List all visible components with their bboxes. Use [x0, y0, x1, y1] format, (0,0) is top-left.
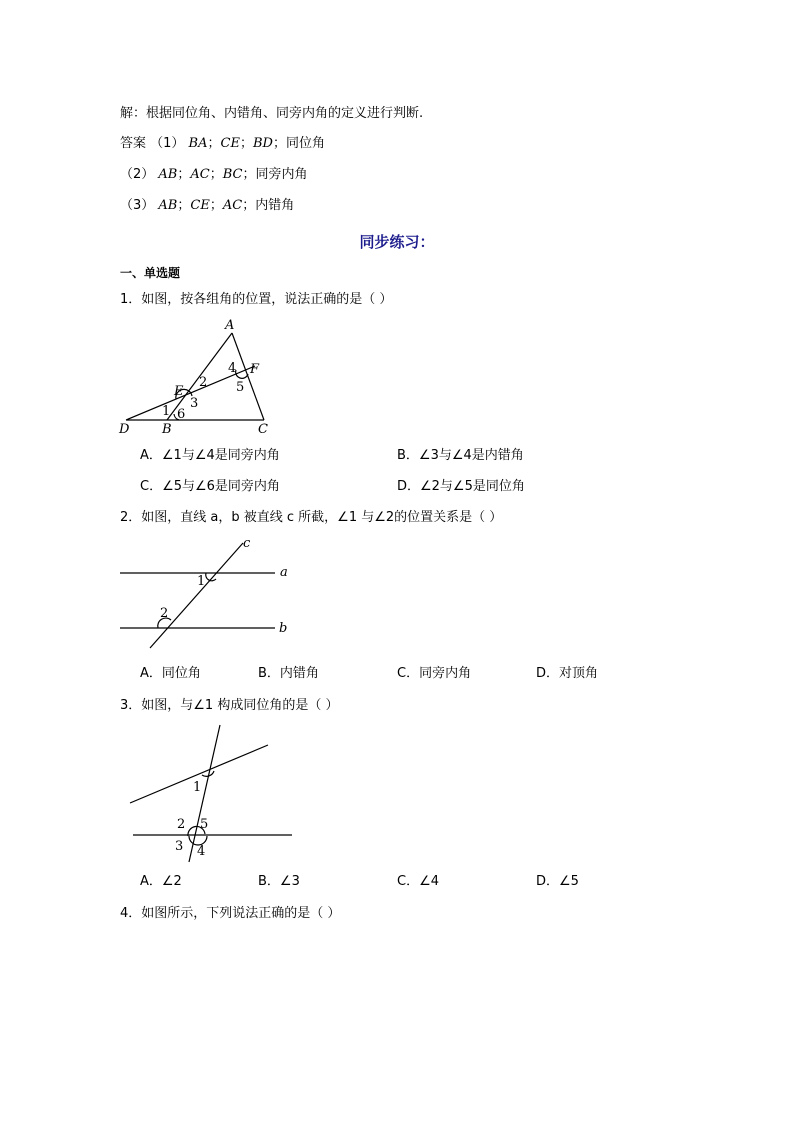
answer-2-seg-c: BC [222, 167, 243, 182]
answer-1-seg-b: CE [220, 136, 240, 151]
label-c: C [258, 422, 268, 437]
answer-1-seg-c: BD [252, 136, 273, 151]
separator: ； [242, 167, 256, 182]
q3-option-d: D．∠5 [536, 874, 579, 889]
label-d: D [119, 422, 130, 437]
answer-2 [120, 165, 308, 185]
separator: ； [239, 136, 253, 151]
answer-1-type: 同位角 [285, 136, 325, 151]
exercise-title: 同步练习： [359, 233, 435, 251]
separator: ； [177, 167, 191, 182]
label-a: A [225, 318, 235, 333]
answer-3-seg-a: AB [158, 198, 178, 213]
angle-label-3: 3 [175, 839, 184, 854]
label-b: B [162, 422, 172, 437]
angle-label-2: 2 [160, 606, 169, 621]
answer-3-type: 内错角 [255, 198, 295, 213]
q4-stem: 4．如图所示，下列说法正确的是（ ） [120, 906, 341, 921]
q1-option-d: D．∠2与∠5是同位角 [397, 479, 525, 494]
q1-stem: 1．如图，按各组角的位置，说法正确的是（ ） [120, 292, 393, 307]
separator: ； [207, 136, 221, 151]
q2-figure [115, 535, 295, 650]
line-c [150, 543, 243, 648]
q1-option-b: B．∠3与∠4是内错角 [397, 448, 524, 463]
q2-option-c: C．同旁内角 [397, 666, 472, 681]
q3-figure [125, 720, 300, 865]
answer-1-seg-a: BA [188, 136, 208, 151]
angle-label-1: 1 [162, 404, 171, 419]
section-heading: 一、单选题 [120, 266, 181, 280]
angle-label-4: 4 [197, 844, 206, 859]
label-e: E [174, 384, 184, 399]
answer-3-prefix: （3） [120, 198, 155, 213]
q3-option-b: B．∠3 [258, 874, 300, 889]
angle-label-4: 4 [228, 361, 237, 376]
answer-1 [120, 134, 325, 154]
answer-2-prefix: （2） [120, 167, 155, 182]
separator: ； [272, 136, 286, 151]
answer-3-seg-c: AC [222, 198, 243, 213]
solution-line: 解：根据同位角、内错角、同旁内角的定义进行判断. [120, 106, 424, 121]
q2-stem: 2．如图，直线 a，b 被直线 c 所截，∠1 与∠2的位置关系是（ ） [120, 510, 503, 525]
angle-label-1: 1 [193, 780, 202, 795]
angle-label-2: 2 [177, 817, 186, 832]
q1-figure [110, 314, 280, 439]
angle-label-5: 5 [200, 817, 209, 832]
answer-3-seg-b: CE [190, 198, 210, 213]
label-a: a [280, 565, 288, 580]
angle-label-1: 1 [197, 574, 206, 589]
angle-label-3: 3 [190, 396, 199, 411]
answer-3 [120, 196, 294, 216]
separator: ； [209, 198, 223, 213]
answer-2-seg-b: AC [190, 167, 210, 182]
q3-stem: 3．如图，与∠1 构成同位角的是（ ） [120, 698, 339, 713]
label-b: b [279, 621, 288, 636]
q2-option-a: A．同位角 [140, 666, 201, 681]
q3-option-c: C．∠4 [397, 874, 440, 889]
angle-label-5: 5 [236, 380, 245, 395]
answer-2-seg-a: AB [158, 167, 178, 182]
answer-1-prefix: 答案 （1） [120, 136, 185, 151]
angle-label-2: 2 [199, 375, 208, 390]
label-f: F [250, 362, 260, 377]
separator: ； [177, 198, 191, 213]
answer-2-type: 同旁内角 [255, 167, 308, 182]
q3-option-a: A．∠2 [140, 874, 182, 889]
separator: ； [242, 198, 256, 213]
q1-option-a: A．∠1与∠4是同旁内角 [140, 448, 280, 463]
separator: ； [209, 167, 223, 182]
q2-option-b: B．内错角 [258, 666, 319, 681]
q2-option-d: D．对顶角 [536, 666, 599, 681]
q1-option-c: C．∠5与∠6是同旁内角 [140, 479, 280, 494]
label-c: c [243, 536, 251, 551]
angle-label-6: 6 [177, 407, 186, 422]
